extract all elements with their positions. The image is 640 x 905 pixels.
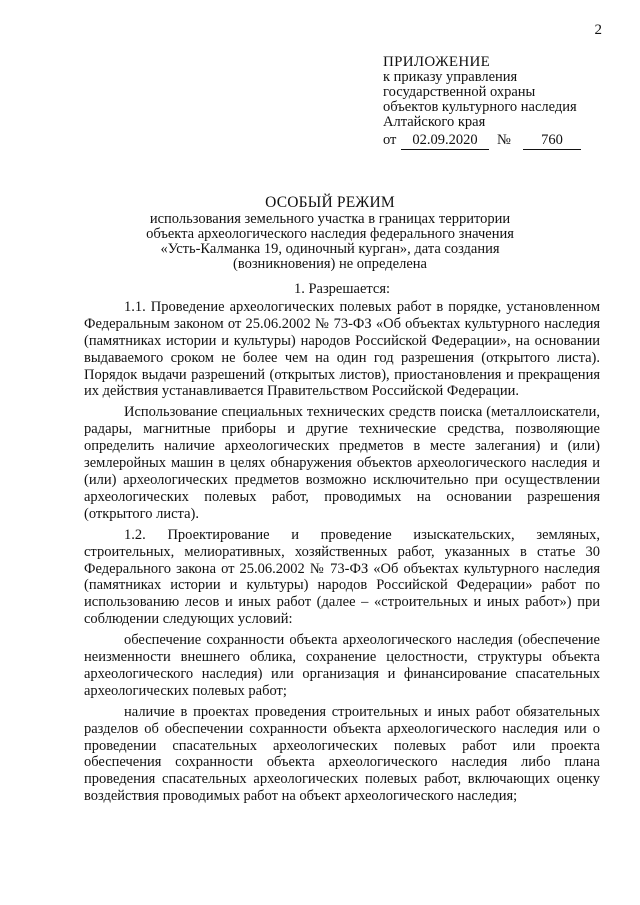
appendix-line: Алтайского края [383,114,486,130]
appendix-line: объектов культурного наследия [383,99,577,115]
paragraph: наличие в проектах проведения строительных и иных работ обязательных разделов об обеспечении сохранности объекта археологического наследия или о проведении спасательных археологических полевых работ или проекта обеспечения сохранности объекта археологического наследия либо плана проведения спасательных археологических полевых работ, включающих оценку воздействия проводимых работ на объект археологического наследия; [84,703,600,805]
order-date: 02.09.2020 [401,133,489,150]
document-title-block [120,195,540,272]
appendix-line: государственной охраны [383,84,536,100]
order-line [383,131,577,151]
appendix-line: к приказу управления [383,69,518,85]
document-subtitle-line: «Усть-Калманка 19, одиночный курган», дата создания [160,241,500,257]
order-from-label: от [383,132,397,148]
order-number-sign: № [497,132,511,148]
paragraph: Использование специальных технических средств поиска (металлоискатели, радары, магнитные приборы и другие технические средства, позволяющие определить наличие археологических предметов в месте залегания) и (или) землеройных машин в целях обнаружения объектов археологического наследия и (или) археологических предметов возможно исключительно при осуществлении археологических полевых работ, проводимых на основании разрешения (открытого листа). [84,404,600,522]
paragraph: 1.1. Проведение археологических полевых работ в порядке, установленном Федеральным законом от 25.06.2002 № 73-ФЗ «Об объектах культурного наследия (памятниках истории и культуры) народов Российской Федерации», на основании выдаваемого сроком не более чем на один год разрешения (открытого листа). Порядок выдачи разрешений (открытых листов), приостановления и прекращения их действия устанавливается Правительством Российской Федерации. [84,298,600,400]
document-body [84,281,600,809]
paragraph: обеспечение сохранности объекта археологического наследия (обеспечение неизменности внешнего облика, сохранение целостности, структуры объекта археологического наследия) или организация и финансирование спасательных археологических полевых работ; [84,632,600,699]
order-number: 760 [523,133,581,150]
document-title: ОСОБЫЙ РЕЖИМ [265,194,395,211]
appendix-block [383,55,577,151]
appendix-title: ПРИЛОЖЕНИЕ [383,54,491,70]
document-subtitle-line: использования земельного участка в границах территории [149,211,511,227]
paragraph: 1.2. Проектирование и проведение изыскательских, земляных, строительных, мелиоративных, хозяйственных работ, указанных в статье 30 Федерального закона от 25.06.2002 № 73-ФЗ «Об объектах культурного наследия (памятниках истории и культуры) народов Российской Федерации» работ по использованию лесов и иных работ (далее – «строительных и иных работ») при соблюдении следующих условий: [84,526,600,628]
section-heading: 1. Разрешается: [293,281,391,297]
document-subtitle-line: (возникновения) не определена [233,256,427,272]
page-number: 2 [594,22,602,38]
document-subtitle-line: объекта археологического наследия федерального значения [146,226,514,242]
